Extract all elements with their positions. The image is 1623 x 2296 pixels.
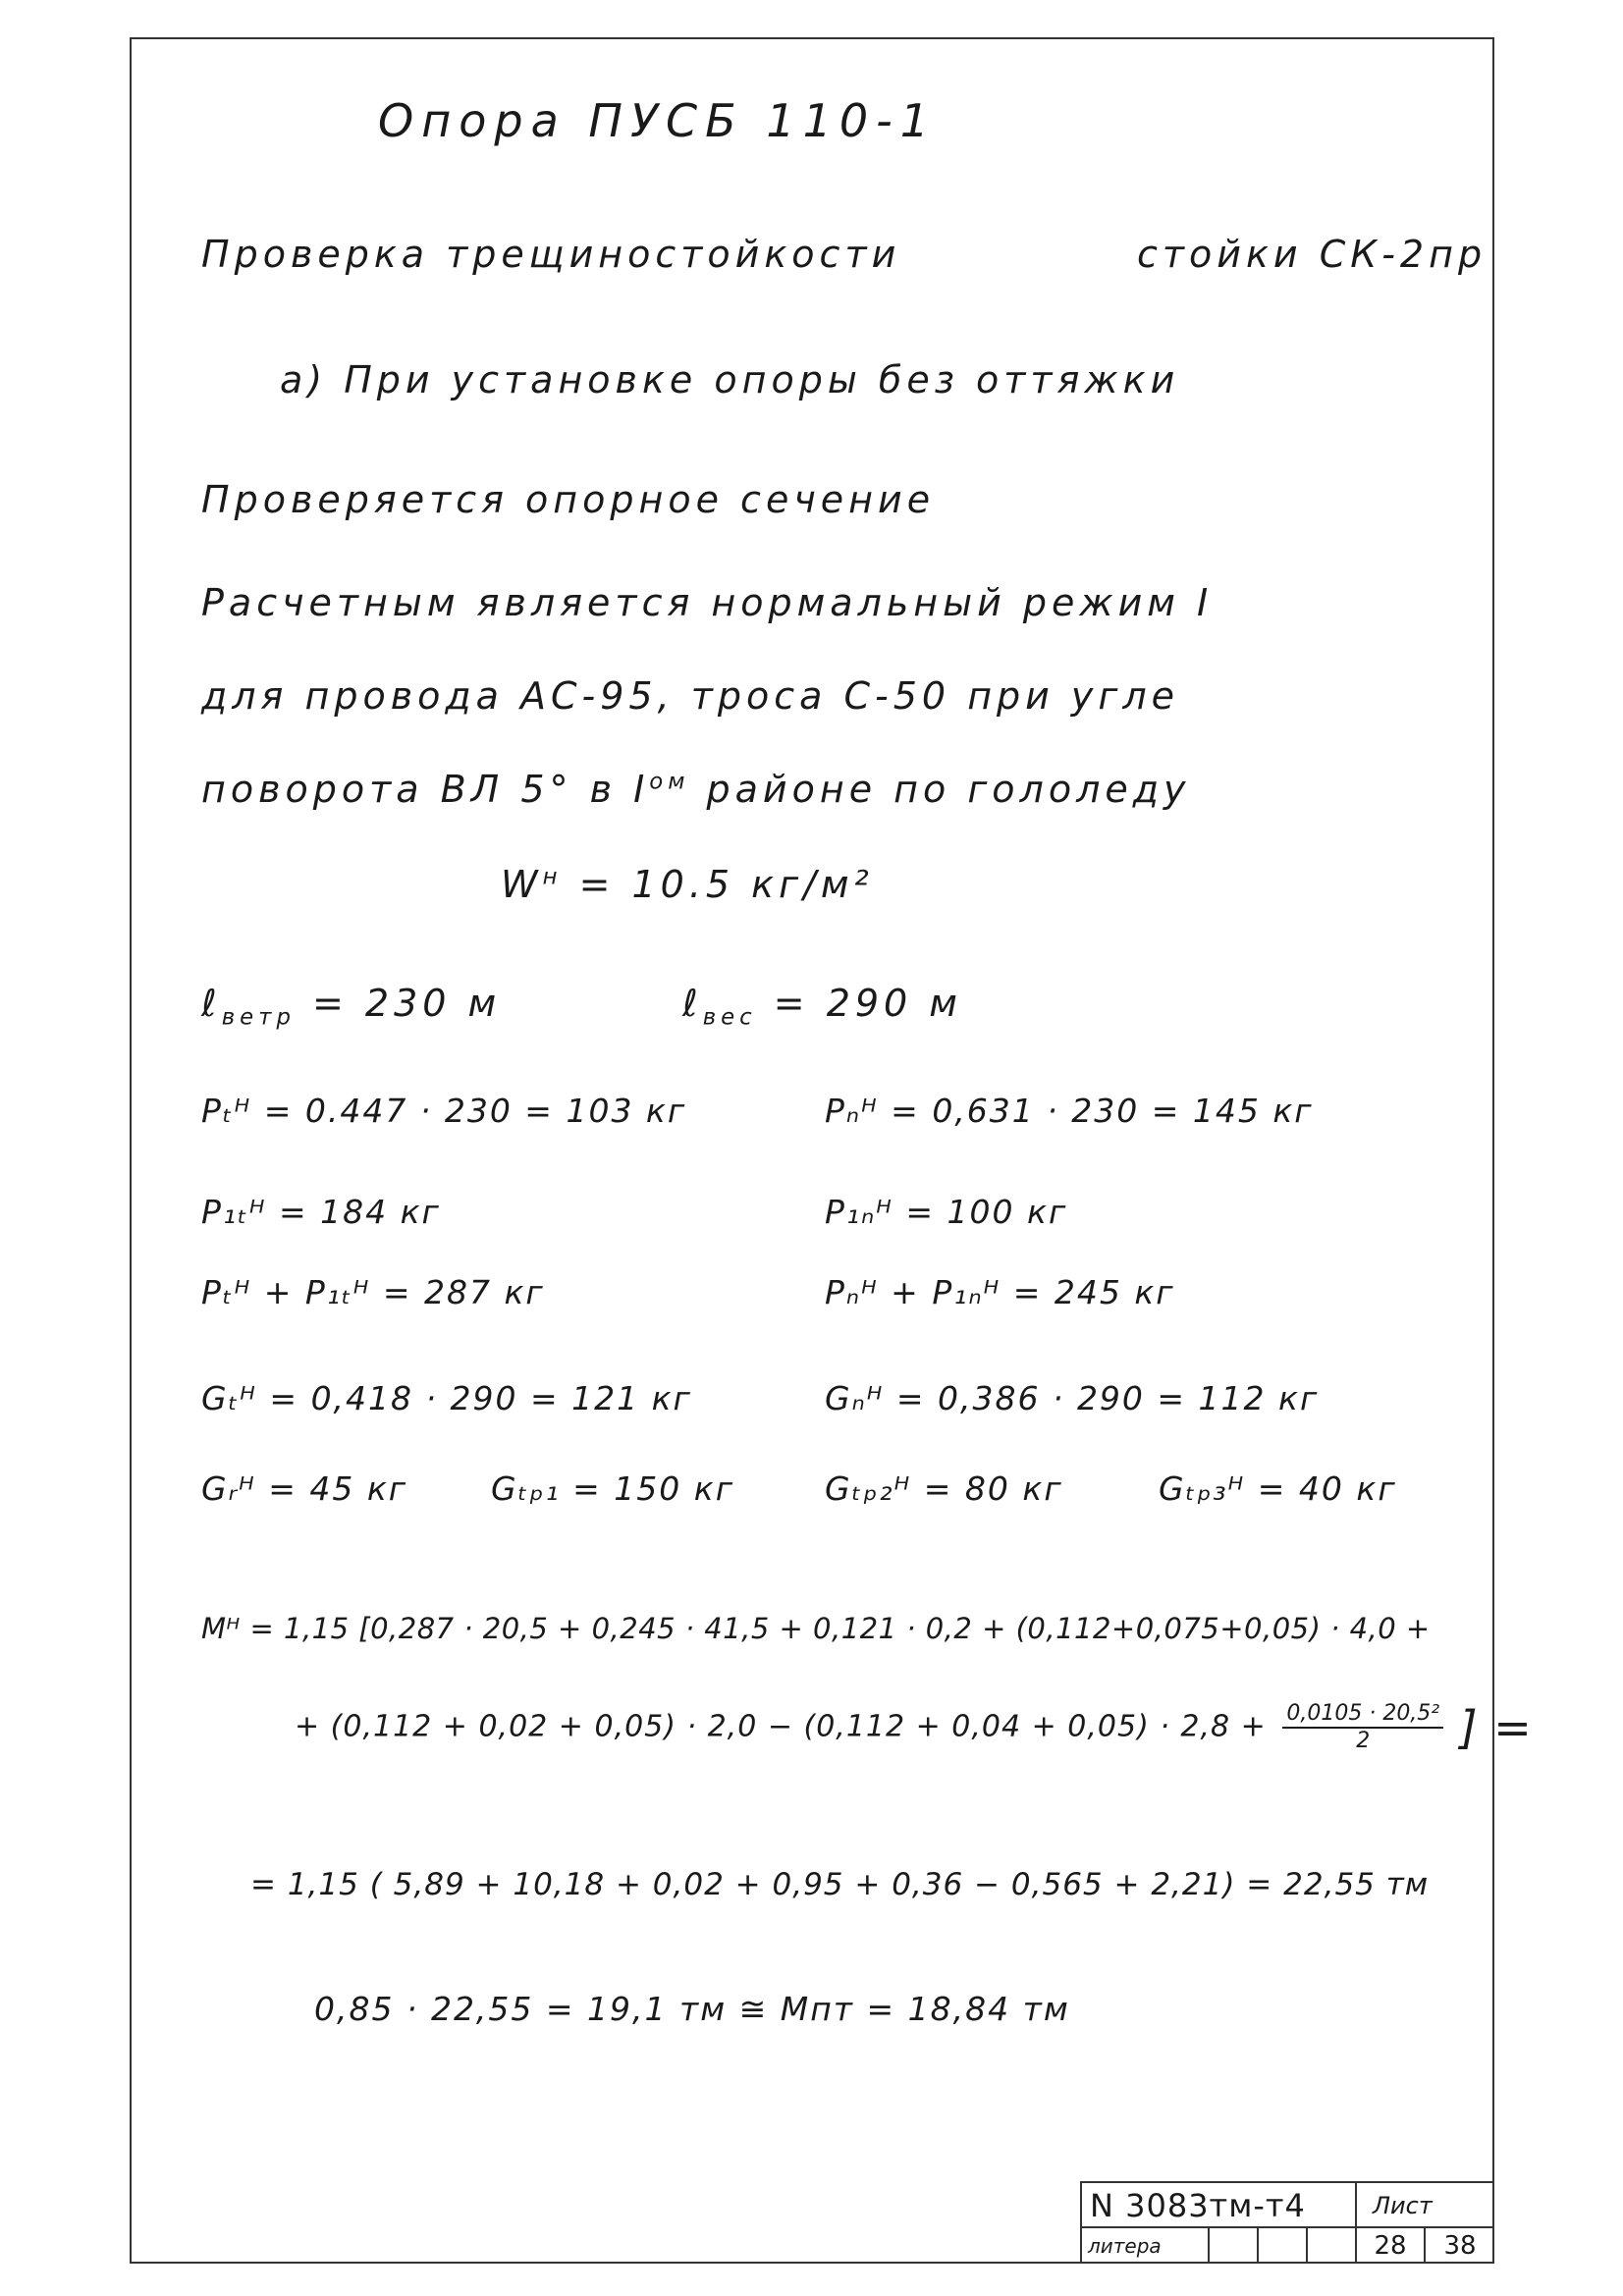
load-gg: Gᵣᴴ = 45 кг bbox=[201, 1469, 408, 1508]
regime-line-3 bbox=[201, 768, 1191, 811]
bracket-end: ] = bbox=[1459, 1701, 1533, 1754]
load-pp: Pₙᴴ = 0,631 · 230 = 145 кг bbox=[825, 1092, 1314, 1130]
document-title: Опора ПУСБ 110-1 bbox=[378, 94, 938, 147]
fraction-denominator: 2 bbox=[1356, 1729, 1371, 1753]
load-gt: Gₜᴴ = 0,418 · 290 = 121 кг bbox=[201, 1379, 692, 1417]
subtitle-right: стойки СК-2пр bbox=[1137, 233, 1488, 276]
case-line: а) При установке опоры без оттяжки bbox=[280, 358, 1180, 401]
stamp-sheet-number: 28 bbox=[1357, 2228, 1426, 2264]
load-p1p: P₁ₙᴴ = 100 кг bbox=[825, 1193, 1068, 1231]
span-wind-symbol: ℓ bbox=[201, 982, 222, 1025]
span-wind-sub: ветр bbox=[221, 1004, 296, 1031]
wind-pressure bbox=[501, 863, 874, 906]
stamp-liter-cell-1 bbox=[1210, 2228, 1259, 2264]
wind-value: = 10.5 кг/м² bbox=[562, 863, 874, 906]
stamp-liter-cell-3 bbox=[1308, 2228, 1357, 2264]
wind-symbol: W bbox=[501, 863, 543, 906]
checked-section: Проверяется опорное сечение bbox=[201, 478, 936, 521]
fraction-numerator: 0,0105 · 20,5² bbox=[1282, 1703, 1443, 1729]
regime-line-2: для провода АС-95, троса С-50 при угле bbox=[201, 674, 1180, 718]
load-p1t: P₁ₜᴴ = 184 кг bbox=[201, 1193, 441, 1231]
span-weight-sub: вес bbox=[702, 1004, 757, 1031]
load-gp: Gₙᴴ = 0,386 · 290 = 112 кг bbox=[825, 1379, 1320, 1417]
regime-line-3-b: районе по гололеду bbox=[689, 768, 1191, 811]
span-wind bbox=[201, 982, 502, 1031]
moment-line-2 bbox=[295, 1703, 1533, 1752]
stamp-sheet-label: Лист bbox=[1357, 2183, 1494, 2228]
load-gtp1: Gₜₚ₁ = 150 кг bbox=[491, 1469, 735, 1508]
span-weight-value: = 290 м bbox=[756, 982, 962, 1025]
span-wind-value: = 230 м bbox=[295, 982, 502, 1025]
moment-line-1: Mᴴ = 1,15 [0,287 · 20,5 + 0,245 · 41,5 + 0,121 · 0,2 + (0,112+0,075+0,05) · 4,0 + bbox=[201, 1612, 1431, 1645]
load-sum-t: Pₜᴴ + P₁ₜᴴ = 287 кг bbox=[201, 1273, 545, 1311]
moment-fraction bbox=[1282, 1703, 1443, 1752]
stamp-sheet-total: 38 bbox=[1443, 2231, 1477, 2261]
stamp-liter-label: литера bbox=[1082, 2228, 1210, 2264]
span-weight-symbol: ℓ bbox=[682, 982, 703, 1025]
subtitle-left: Проверка трещиностойкости bbox=[201, 233, 901, 276]
regime-line-1: Расчетным является нормальный режим I bbox=[201, 581, 1214, 624]
stamp-liter-cell-2 bbox=[1259, 2228, 1308, 2264]
load-pt: Pₜᴴ = 0.447 · 230 = 103 кг bbox=[201, 1092, 687, 1130]
load-gtp2: Gₜₚ₂ᴴ = 80 кг bbox=[825, 1469, 1063, 1508]
moment-line-2-text: + (0,112 + 0,02 + 0,05) · 2,0 − (0,112 + 0,04 + 0,05) · 2,8 + bbox=[295, 1709, 1267, 1744]
span-weight bbox=[682, 982, 962, 1031]
load-sum-p: Pₙᴴ + P₁ₙᴴ = 245 кг bbox=[825, 1273, 1175, 1311]
wind-sup: н bbox=[542, 864, 563, 890]
load-gtp3: Gₜₚ₃ᴴ = 40 кг bbox=[1159, 1469, 1397, 1508]
title-block-stamp bbox=[1080, 2181, 1492, 2262]
moment-line-4: 0,85 · 22,55 = 19,1 тм ≅ Mпт = 18,84 тм bbox=[314, 1990, 1070, 2028]
regime-line-3-sup: ом bbox=[649, 769, 690, 795]
regime-line-3-a: поворота ВЛ 5° в I bbox=[201, 768, 650, 811]
moment-line-3: = 1,15 ( 5,89 + 10,18 + 0,02 + 0,95 + 0,36 − 0,565 + 2,21) = 22,55 тм bbox=[250, 1867, 1430, 1902]
stamp-code: N 3083тм-т4 bbox=[1082, 2183, 1357, 2228]
